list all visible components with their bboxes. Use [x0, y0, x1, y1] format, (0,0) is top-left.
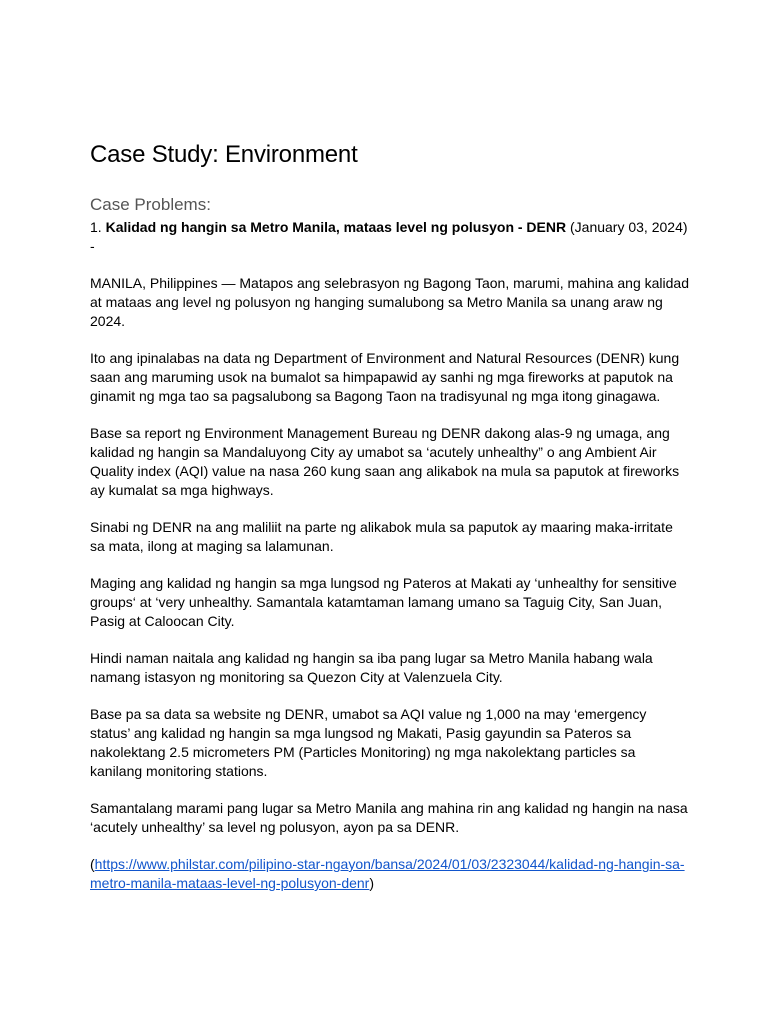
- paragraph: Base sa report ng Environment Management Bureau ng DENR dakong alas-9 ng umaga, ang kalidad ng hangin sa Mandaluyong City ay umabot sa ‘acutely unhealthy” o ang Ambient Air Quality index (AQI) value na nasa 260 kung saan ang alikabok na mula sa paputok at fireworks ay kumalat sa mga highways.: [90, 425, 680, 498]
- article-headline: Kalidad ng hangin sa Metro Manila, mataas level ng polusyon - DENR: [105, 219, 567, 235]
- paren-close: ): [369, 875, 375, 891]
- section-subtitle: Case Problems:: [90, 195, 211, 214]
- paragraph: Sinabi ng DENR na ang maliliit na parte ng alikabok mula sa paputok ay maaring maka-irritate sa mata, ilong at maging sa lalamunan.: [90, 519, 673, 554]
- item-number: 1.: [90, 219, 102, 235]
- article-date: (January 03, 2024) -: [90, 219, 688, 254]
- paragraph: MANILA, Philippines — Matapos ang selebrasyon ng Bagong Taon, marumi, mahina ang kalidad at mataas ang level ng polusyon ng hanging sumalubong sa Metro Manila sa unang araw ng 2024.: [90, 275, 689, 329]
- document-page: [90, 140, 690, 911]
- paragraph: Hindi naman naitala ang kalidad ng hangin sa iba pang lugar sa Metro Manila habang wala namang istasyon ng monitoring sa Quezon City at Valenzuela City.: [90, 650, 653, 685]
- page-title: Case Study: Environment: [90, 141, 358, 168]
- paren-open: (: [90, 856, 95, 872]
- paragraph: Samantalang marami pang lugar sa Metro Manila ang mahina rin ang kalidad ng hangin na nasa ‘acutely unhealthy’ sa level ng polusyon, ayon pa sa DENR.: [90, 800, 688, 835]
- paragraph: Maging ang kalidad ng hangin sa mga lungsod ng Pateros at Makati ay ‘unhealthy for sensitive groups‘ at ‘very unhealthy. Samantala katamtaman lamang umano sa Taguig City, San Juan, Pasig at Caloocan City.: [90, 575, 677, 629]
- source-link[interactable]: https://www.philstar.com/pilipino-star-ngayon/bansa/2024/01/03/2323044/kalidad-ng-hangin-sa-metro-manila-mataas-level-ng-polusyon-denr: [90, 856, 685, 891]
- case-item-heading: [90, 218, 690, 256]
- source-citation: [90, 855, 690, 893]
- paragraph: Ito ang ipinalabas na data ng Department of Environment and Natural Resources (DENR) kung saan ang maruming usok na bumalot sa himpapawid ay sanhi ng mga fireworks at paputok na ginamit ng mga tao sa pagsalubong sa Bagong Taon na tradisyunal ng mga itong ginagawa.: [90, 350, 680, 404]
- paragraph: Base pa sa data sa website ng DENR, umabot sa AQI value ng 1,000 na may ‘emergency status’ ang kalidad ng hangin sa mga lungsod ng Makati, Pasig gayundin sa Pateros sa nakolektang 2.5 micrometers PM (Particles Monitoring) ng mga nakolektang particles sa kanilang monitoring stations.: [90, 706, 647, 779]
